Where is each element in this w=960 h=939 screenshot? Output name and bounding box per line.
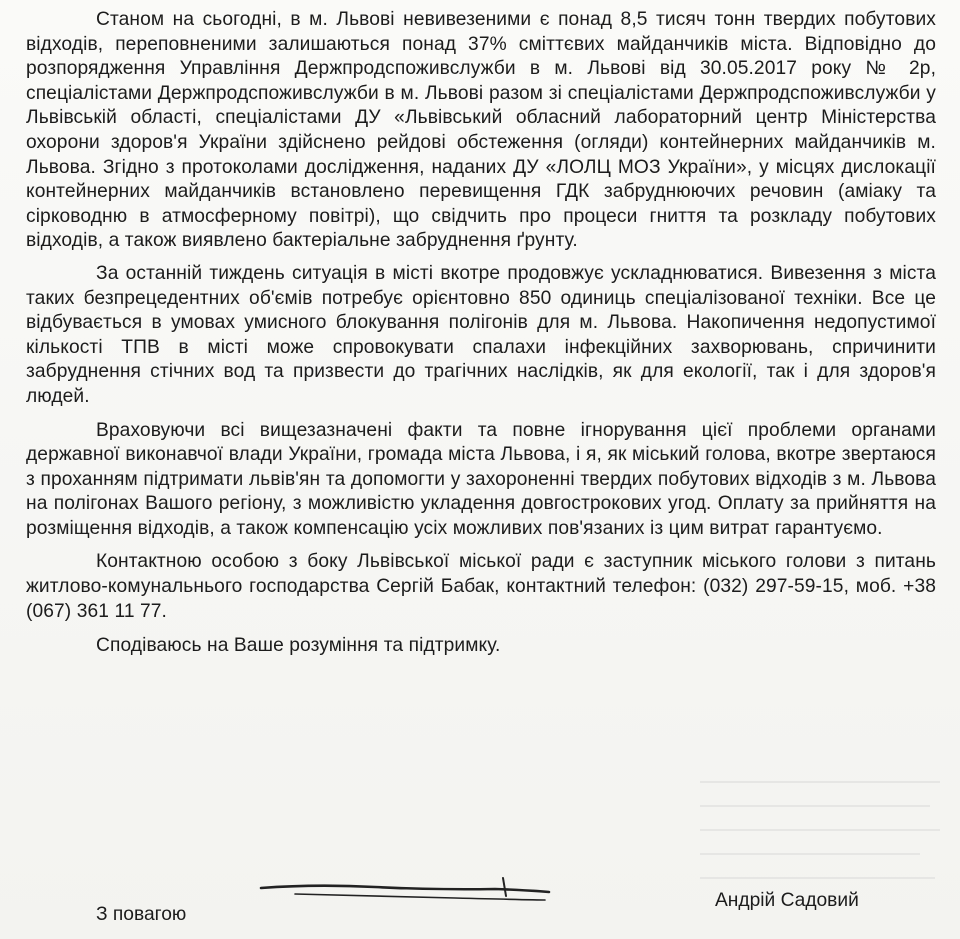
closing-phrase: З повагою xyxy=(96,904,187,925)
paragraph-last-week: За останній тиждень ситуація в місті вкотре продовжує ускладнюватися. Вивезення з міста таких безпрецедентних об'ємів потребує орієнтовно 850 одиниць спеціалізованої техніки. Все це відбувається в умовах умисного блокування полігонів для м. Львова. Накопичення недопустимої кількості ТПВ в місті може спровокувати спалахи інфекційних захворювань, спричинити забруднення стічних вод та призвести до трагічних наслідків, як для екології, так і для здоров'я людей. xyxy=(26,262,936,407)
paragraph-request: Враховуючи всі вищезазначені факти та повне ігнорування цієї проблеми органами державної виконавчої влади України, громада міста Львова, і я, як міський голова, вкотре звертаюся з проханням підтримати львів'ян та допомогти у захороненні твердих побутових відходів з м. Львова на полігонах Вашого регіону, з можливістю укладення довгострокових угод. Оплату за прийняття на розміщення відходів, а також компенсацію усіх можливих пов'язаних із цим витрат гарантуємо. xyxy=(26,419,936,539)
letter-body xyxy=(26,8,936,668)
signer-name: Андрій Садовий xyxy=(715,890,859,911)
paragraph-hope: Сподіваюсь на Ваше розуміння та підтримку. xyxy=(96,635,501,657)
signature-block xyxy=(0,870,960,930)
paragraph-contact: Контактною особою з боку Львівської міської ради є заступник міського голови з питань житлово-комунальнього господарства Сергій Бабак, контактний телефон: (032) 297-59-15, моб. +38 (067) 361 11 77. xyxy=(26,551,936,622)
handwritten-signature xyxy=(255,870,555,920)
paragraph-situation: Станом на сьогодні, в м. Львові невивезеними є понад 8,5 тисяч тонн твердих побутових відходів, переповненими залишаються понад 37% сміттєвих майданчиків міста. Відповідно до розпорядження Управління Держпродспоживслужби в м. Львові від 30.05.2017 року № 2р, спеціалістами Держпродспоживслужби в м. Львові разом зі спеціалістами Держпродспоживслужби у Львівській області, спеціалістами ДУ «Львівський обласний лабораторний центр Міністерства охорони здоров'я України здійснено рейдові обстеження (огляди) контейнерних майданчиків м. Львова. Згідно з протоколами дослідження, наданих ДУ «ЛОЛЦ МОЗ України», у місцях дислокації контейнерних майданчиків встановлено перевищення ГДК забруднюючих речовин (аміаку та сірководню в атмосферному повітрі), що свідчить про процеси гниття та розкладу побутових відходів, а також виявлено бактеріальне забруднення ґрунту. xyxy=(26,9,936,252)
